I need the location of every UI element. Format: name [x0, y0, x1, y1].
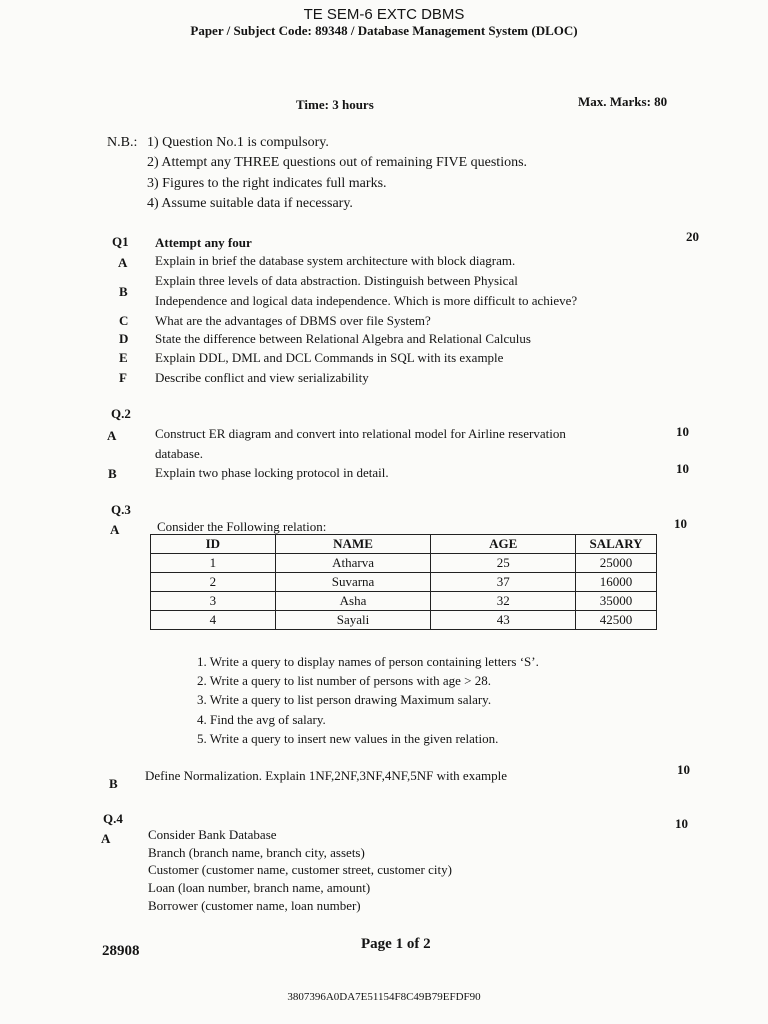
table-cell: 4 — [151, 611, 276, 630]
column-header: AGE — [431, 535, 576, 554]
max-marks: Max. Marks: 80 — [578, 94, 668, 109]
q1-title: Attempt any four — [155, 235, 252, 250]
paper-code: 28908 — [102, 943, 140, 959]
column-header: SALARY — [576, 535, 657, 554]
document-title: TE SEM-6 EXTC DBMS — [303, 6, 465, 23]
table-cell: 37 — [431, 573, 576, 592]
q3-part-marks: 10 — [677, 762, 690, 777]
table-cell: 2 — [151, 573, 276, 592]
q3-part-label: A — [110, 522, 120, 537]
q2-part-marks: 10 — [676, 461, 689, 476]
table-row — [151, 573, 657, 592]
q4-number: Q.4 — [103, 811, 123, 826]
nb-item-1: 1) Question No.1 is compulsory. — [147, 135, 329, 150]
q1-part-text: Explain DDL, DML and DCL Commands in SQL with its example — [155, 350, 504, 365]
q1-part-text: Explain in brief the database system architecture with block diagram. — [155, 253, 516, 268]
page-number: Page 1 of 2 — [361, 936, 431, 952]
query-item: 2. Write a query to list number of persons with age > 28. — [197, 673, 491, 688]
table-row — [151, 554, 657, 573]
table-cell: 35000 — [576, 592, 657, 611]
q3-number: Q.3 — [111, 502, 131, 517]
q4-part-marks: 10 — [675, 816, 688, 831]
q1-part-text: State the difference between Relational Algebra and Relational Calculus — [155, 331, 531, 346]
q2-part-text: Construct ER diagram and convert into relational model for Airline reservation — [155, 426, 566, 441]
table-cell: 3 — [151, 592, 276, 611]
q1-part-label: C — [119, 313, 129, 328]
q1-marks: 20 — [686, 229, 699, 244]
q3-intro: Consider the Following relation: — [157, 519, 327, 534]
q2-part-text: Explain two phase locking protocol in detail. — [155, 465, 389, 480]
q1-part-text: What are the advantages of DBMS over file System? — [155, 313, 431, 328]
q2-part-marks: 10 — [676, 424, 689, 439]
q4-line: Consider Bank Database — [148, 827, 277, 842]
query-item: 1. Write a query to display names of person containing letters ‘S’. — [197, 654, 539, 669]
nb-label: N.B.: — [107, 135, 138, 150]
query-item: 5. Write a query to insert new values in the given relation. — [197, 731, 499, 746]
q1-part-text: Describe conflict and view serializability — [155, 370, 369, 385]
q3-part-marks: 10 — [674, 516, 687, 531]
q1-part-label: F — [119, 370, 127, 385]
q1-part-label: B — [119, 284, 128, 299]
q4-line: Branch (branch name, branch city, assets) — [148, 845, 365, 860]
q1-part-text: Independence and logical data independence. Which is more difficult to achieve? — [155, 293, 578, 308]
table-cell: Asha — [275, 592, 431, 611]
q4-line: Borrower (customer name, loan number) — [148, 898, 361, 913]
table-cell: 1 — [151, 554, 276, 573]
document-hash: 3807396A0DA7E51154F8C49B79EFDF90 — [287, 991, 481, 1003]
q3-part-label: B — [109, 776, 118, 791]
table-cell: 25 — [431, 554, 576, 573]
q1-number: Q1 — [112, 234, 129, 249]
column-header: ID — [151, 535, 276, 554]
q2-part-text: database. — [155, 446, 204, 461]
table-cell: Atharva — [275, 554, 431, 573]
table-cell: 32 — [431, 592, 576, 611]
q2-number: Q.2 — [111, 406, 131, 421]
table-row — [151, 592, 657, 611]
table-header-row — [151, 535, 657, 554]
column-header: NAME — [275, 535, 431, 554]
q3-part-text: Define Normalization. Explain 1NF,2NF,3NF,4NF,5NF with example — [145, 768, 507, 783]
q1-part-label: A — [118, 255, 128, 270]
table-cell: 16000 — [576, 573, 657, 592]
table-cell: 25000 — [576, 554, 657, 573]
table-cell: Suvarna — [275, 573, 431, 592]
nb-item-2: 2) Attempt any THREE questions out of remaining FIVE questions. — [147, 155, 528, 170]
q2-part-label: A — [107, 428, 117, 443]
q2-part-label: B — [108, 466, 117, 481]
q4-line: Loan (loan number, branch name, amount) — [148, 880, 371, 895]
query-item: 4. Find the avg of salary. — [197, 712, 326, 727]
query-item: 3. Write a query to list person drawing Maximum salary. — [197, 692, 492, 707]
q4-part-label: A — [101, 831, 111, 846]
q4-line: Customer (customer name, customer street, customer city) — [148, 862, 452, 877]
paper-subject-code: Paper / Subject Code: 89348 / Database Management System (DLOC) — [190, 23, 578, 38]
q1-part-label: E — [119, 350, 128, 365]
table-cell: 42500 — [576, 611, 657, 630]
relation-table — [150, 534, 657, 630]
nb-item-4: 4) Assume suitable data if necessary. — [147, 196, 353, 211]
q1-part-label: D — [119, 331, 129, 346]
table-row — [151, 611, 657, 630]
exam-time: Time: 3 hours — [296, 97, 374, 112]
table-cell: 43 — [431, 611, 576, 630]
table-cell: Sayali — [275, 611, 431, 630]
q1-part-text: Explain three levels of data abstraction. Distinguish between Physical — [155, 273, 518, 288]
nb-item-3: 3) Figures to the right indicates full marks. — [147, 176, 387, 191]
